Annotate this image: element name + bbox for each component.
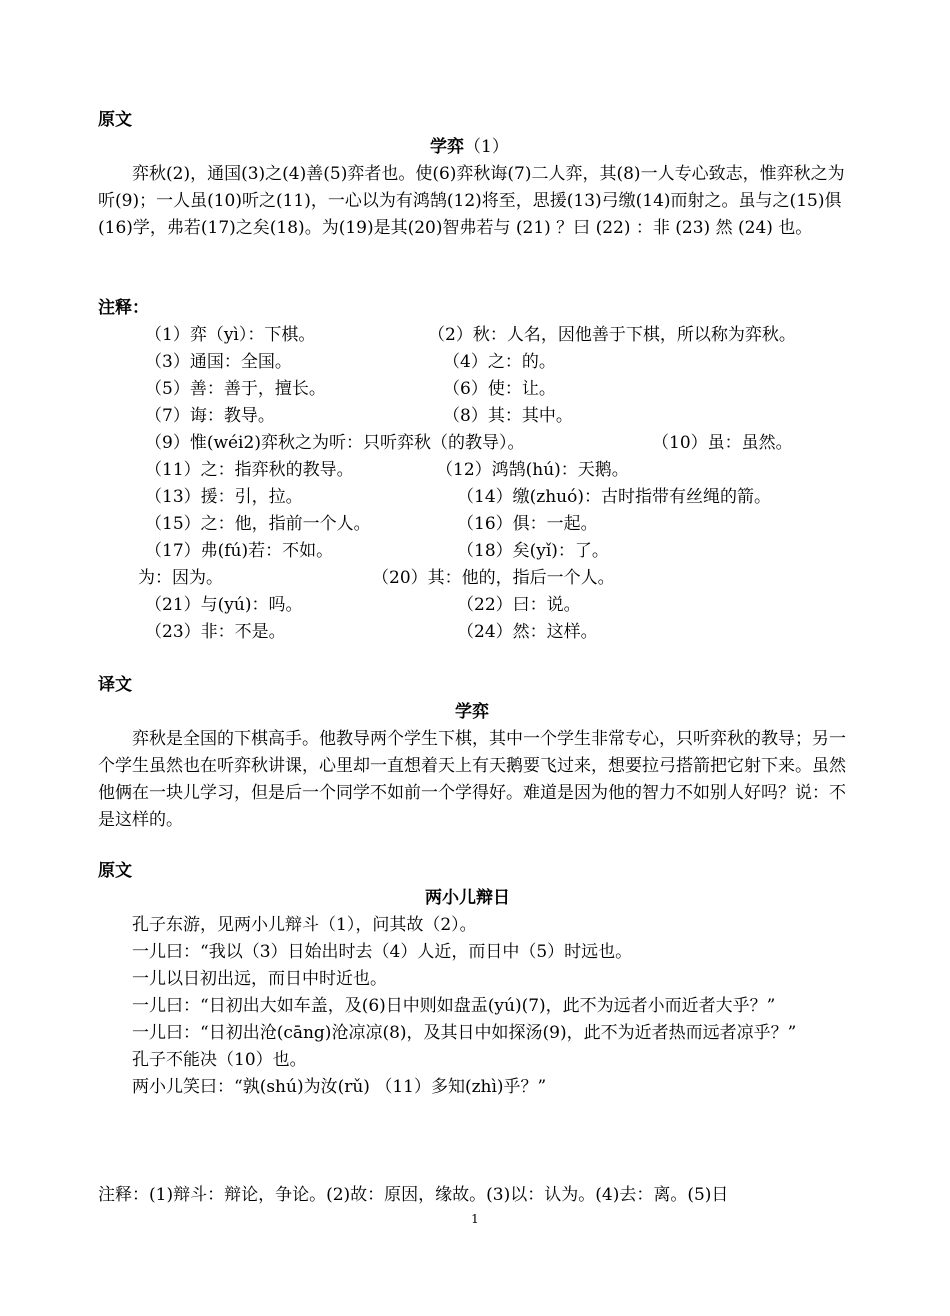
note-item: （23）非：不是。 [145, 622, 286, 642]
translation-title: 学弈 [455, 702, 489, 722]
poem-title-liangxiaoer: 两小儿辩日 [425, 888, 510, 908]
poem-title-xueyi [430, 134, 509, 161]
note-item: （10）虽：虽然。 [652, 433, 793, 453]
note-item: （11）之：指弈秋的教导。 [145, 460, 354, 480]
note-item: （4）之：的。 [443, 352, 556, 372]
section-heading-original-1: 原文 [98, 110, 132, 130]
note-item: （13）援：引，拉。 [145, 487, 303, 507]
note-item: （18）矣(yǐ)：了。 [457, 541, 609, 561]
note-item: （16）俱：一起。 [457, 514, 598, 534]
paragraph: 两小儿笑曰：“孰(shú)为汝(rǔ) （11）多知(zhì)乎？” [132, 1077, 547, 1097]
page-number: 1 [471, 1212, 479, 1226]
paragraph: 一儿曰：“我以（3）日始出时去（4）人近，而日中（5）时远也。 [132, 942, 633, 962]
original-text-xueyi [98, 161, 853, 242]
note-item: （22）曰：说。 [457, 595, 581, 615]
note-item: （9）惟(wéi2)弈秋之为听：只听弈秋（的教导）。 [145, 433, 525, 453]
note-item: 为：因为。 [138, 568, 223, 588]
note-item: （6）使：让。 [443, 379, 556, 399]
note-item: （12）鸿鹄(hú)：天鹅。 [436, 460, 629, 480]
title-note: （1） [464, 137, 509, 157]
note-item: （15）之：他，指前一个人。 [145, 514, 371, 534]
note-item: （3）通国：全国。 [145, 352, 292, 372]
note-item: （1）弈（yì）：下棋。 [145, 325, 316, 345]
note-item: （8）其：其中。 [443, 406, 573, 426]
translation-text [98, 726, 853, 834]
note-item: （20）其：他的，指后一个人。 [372, 568, 615, 588]
notes-heading-1: 注释： [98, 298, 149, 318]
section-heading-translation: 译文 [98, 675, 132, 695]
note-item: （5）善：善于，擅长。 [145, 379, 326, 399]
paragraph: 一儿曰：“日初出沧(cāng)沧凉凉(8)，及其日中如探汤(9)，此不为近者热而远者凉乎？” [132, 1023, 797, 1043]
paragraph: 弈秋是全国的下棋高手。他教导两个学生下棋，其中一个学生非常专心，只听弈秋的教导；另一个学生虽然也在听弈秋讲课，心里却一直想着天上有天鹅要飞过来，想要拉弓搭箭把它射下来。虽然他俩在一块儿学习，但是后一个同学不如前一个学得好。难道是因为他的智力不如别人好吗？说：不是这样的。 [98, 729, 846, 830]
paragraph: 弈秋(2)，通国(3)之(4)善(5)弈者也。使(6)弈秋诲(7)二人弈，其(8)一人专心致志，惟弈秋之为听(9)；一人虽(10)听之(11)，一心以为有鸿鹄(12)将至，思援(13)弓缴(14)而射之。虽与之(15)俱(16)学，弗若(17)之矣(18)。为(19)是其(20)智弗若与 (21) ？曰 (22) ：非 (23) 然 (24) 也。 [98, 164, 845, 238]
section-heading-original-2: 原文 [98, 861, 132, 881]
note-item: （21）与(yú)：吗。 [145, 595, 303, 615]
paragraph: 孔子不能决（10）也。 [132, 1050, 307, 1070]
note-item: （2）秋：人名，因他善于下棋，所以称为弈秋。 [428, 325, 796, 345]
paragraph: 一儿以日初出远，而日中时近也。 [132, 969, 387, 989]
title-text: 学弈 [430, 137, 464, 157]
note-item: （7）诲：教导。 [145, 406, 275, 426]
note-item: （17）弗(fú)若：不如。 [145, 541, 334, 561]
notes-text-liangxiaoer: 注释：(1)辩斗：辩论，争论。(2)故：原因，缘故。(3)以：认为。(4)去：离。(5)日 [98, 1185, 729, 1205]
paragraph: 一儿曰：“日初出大如车盖，及(6)日中则如盘盂(yú)(7)，此不为远者小而近者大乎？” [132, 996, 776, 1016]
note-item: （24）然：这样。 [457, 622, 598, 642]
note-item: （14）缴(zhuó)：古时指带有丝绳的箭。 [457, 487, 771, 507]
paragraph: 孔子东游，见两小儿辩斗（1），问其故（2）。 [132, 915, 477, 935]
original-text-liangxiaoer [98, 912, 853, 1101]
